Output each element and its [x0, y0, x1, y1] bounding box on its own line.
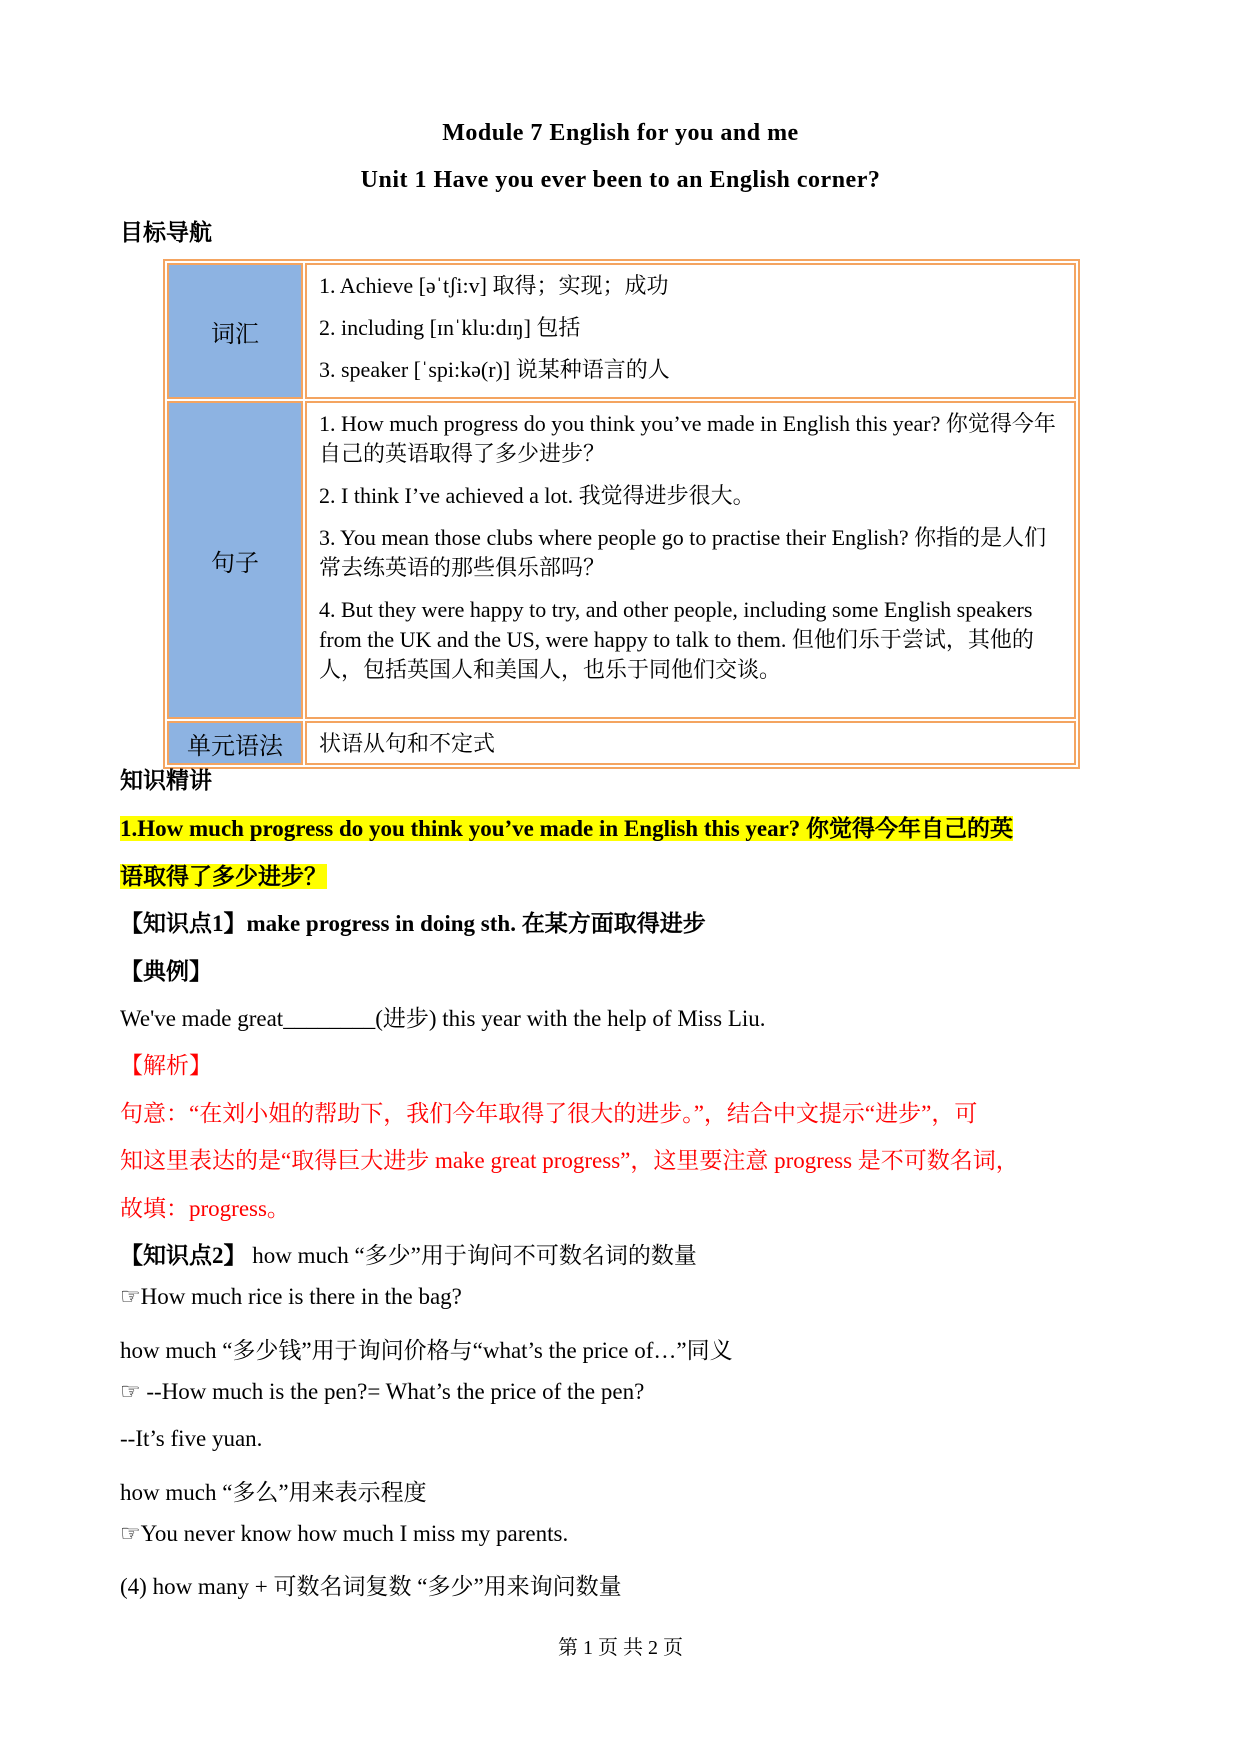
analysis-line: 故填：progress。: [120, 1196, 290, 1221]
vocab-cell: [305, 263, 1076, 399]
example-label: 【典例】: [120, 959, 212, 984]
text-line: (4) how many + 可数名词复数 “多少”用来询问数量: [120, 1574, 622, 1599]
knowledge-point-2: [120, 1237, 697, 1270]
sentence-item: 2. I think I’ve achieved a lot. 我觉得进步很大。: [319, 483, 755, 508]
section-goals-heading: 目标导航: [120, 220, 212, 245]
sentence-cell: [305, 401, 1076, 719]
text-line: how much “多么”用来表示程度: [120, 1480, 427, 1505]
highlighted-sentence: 1.How much progress do you think you’ve made in English this year? 你觉得今年自己的英: [120, 816, 1014, 841]
point1-heading-line2: [120, 858, 327, 891]
section-knowledge-heading: 知识精讲: [120, 768, 212, 793]
text-line: ☞ --How much is the pen?= What’s the price of the pen?: [120, 1379, 645, 1404]
analysis-line: 句意：“在刘小姐的帮助下，我们今年取得了很大的进步。”，结合中文提示“进步”，可: [120, 1101, 978, 1126]
module-title: Module 7 English for you and me: [442, 120, 799, 146]
example-sentence: We've made great________(进步) this year with the help of Miss Liu.: [120, 1006, 766, 1031]
vocab-item: 2. including [ɪnˈklu:dɪŋ] 包括: [319, 315, 581, 340]
page-footer: 第 1 页 共 2 页: [558, 1637, 683, 1659]
sentence-item: 4. But they were happy to try, and other people, including some English speakers from the UK and the US, were happy to talk to them. 但他们乐于尝试，其他的人，包括英国人和美国人，也乐于同他们交谈。: [319, 597, 1034, 682]
vocab-item: 3. speaker [ˈspi:kə(r)] 说某种语言的人: [319, 357, 670, 382]
vocab-label: 词汇: [167, 263, 303, 399]
text-line: ☞You never know how much I miss my parents.: [120, 1521, 569, 1546]
kp2-text: how much “多少”用于询问不可数名词的数量: [246, 1243, 697, 1268]
sentence-item: 1. How much progress do you think you’ve made in English this year? 你觉得今年自己的英语取得了多少进步？: [319, 411, 1056, 466]
text-line: --It’s five yuan.: [120, 1426, 263, 1451]
unit-title: Unit 1 Have you ever been to an English corner?: [360, 167, 881, 193]
grammar-cell: 状语从句和不定式: [305, 721, 1076, 765]
analysis-line: 知这里表达的是“取得巨大进步 make great progress”，这里要注意 progress 是不可数名词，: [120, 1148, 1019, 1173]
knowledge-point-1: 【知识点1】make progress in doing sth. 在某方面取得进步: [120, 911, 706, 936]
vocab-item: 1. Achieve [əˈtʃi:v] 取得；实现；成功: [319, 273, 669, 298]
point1-heading-line1: [120, 810, 1013, 843]
sentence-item: 3. You mean those clubs where people go to practise their English? 你指的是人们常去练英语的那些俱乐部吗？: [319, 525, 1047, 580]
text-line: how much “多少钱”用于询问价格与“what’s the price of…”同义: [120, 1338, 733, 1363]
text-line: ☞How much rice is there in the bag?: [120, 1284, 462, 1309]
grammar-label: 单元语法: [167, 721, 303, 765]
highlighted-sentence: 语取得了多少进步？: [120, 864, 327, 889]
goals-table: [163, 259, 1080, 769]
kp2-label: 【知识点2】: [120, 1243, 247, 1268]
sentence-label: 句子: [167, 401, 303, 719]
analysis-label: 【解析】: [120, 1053, 212, 1078]
